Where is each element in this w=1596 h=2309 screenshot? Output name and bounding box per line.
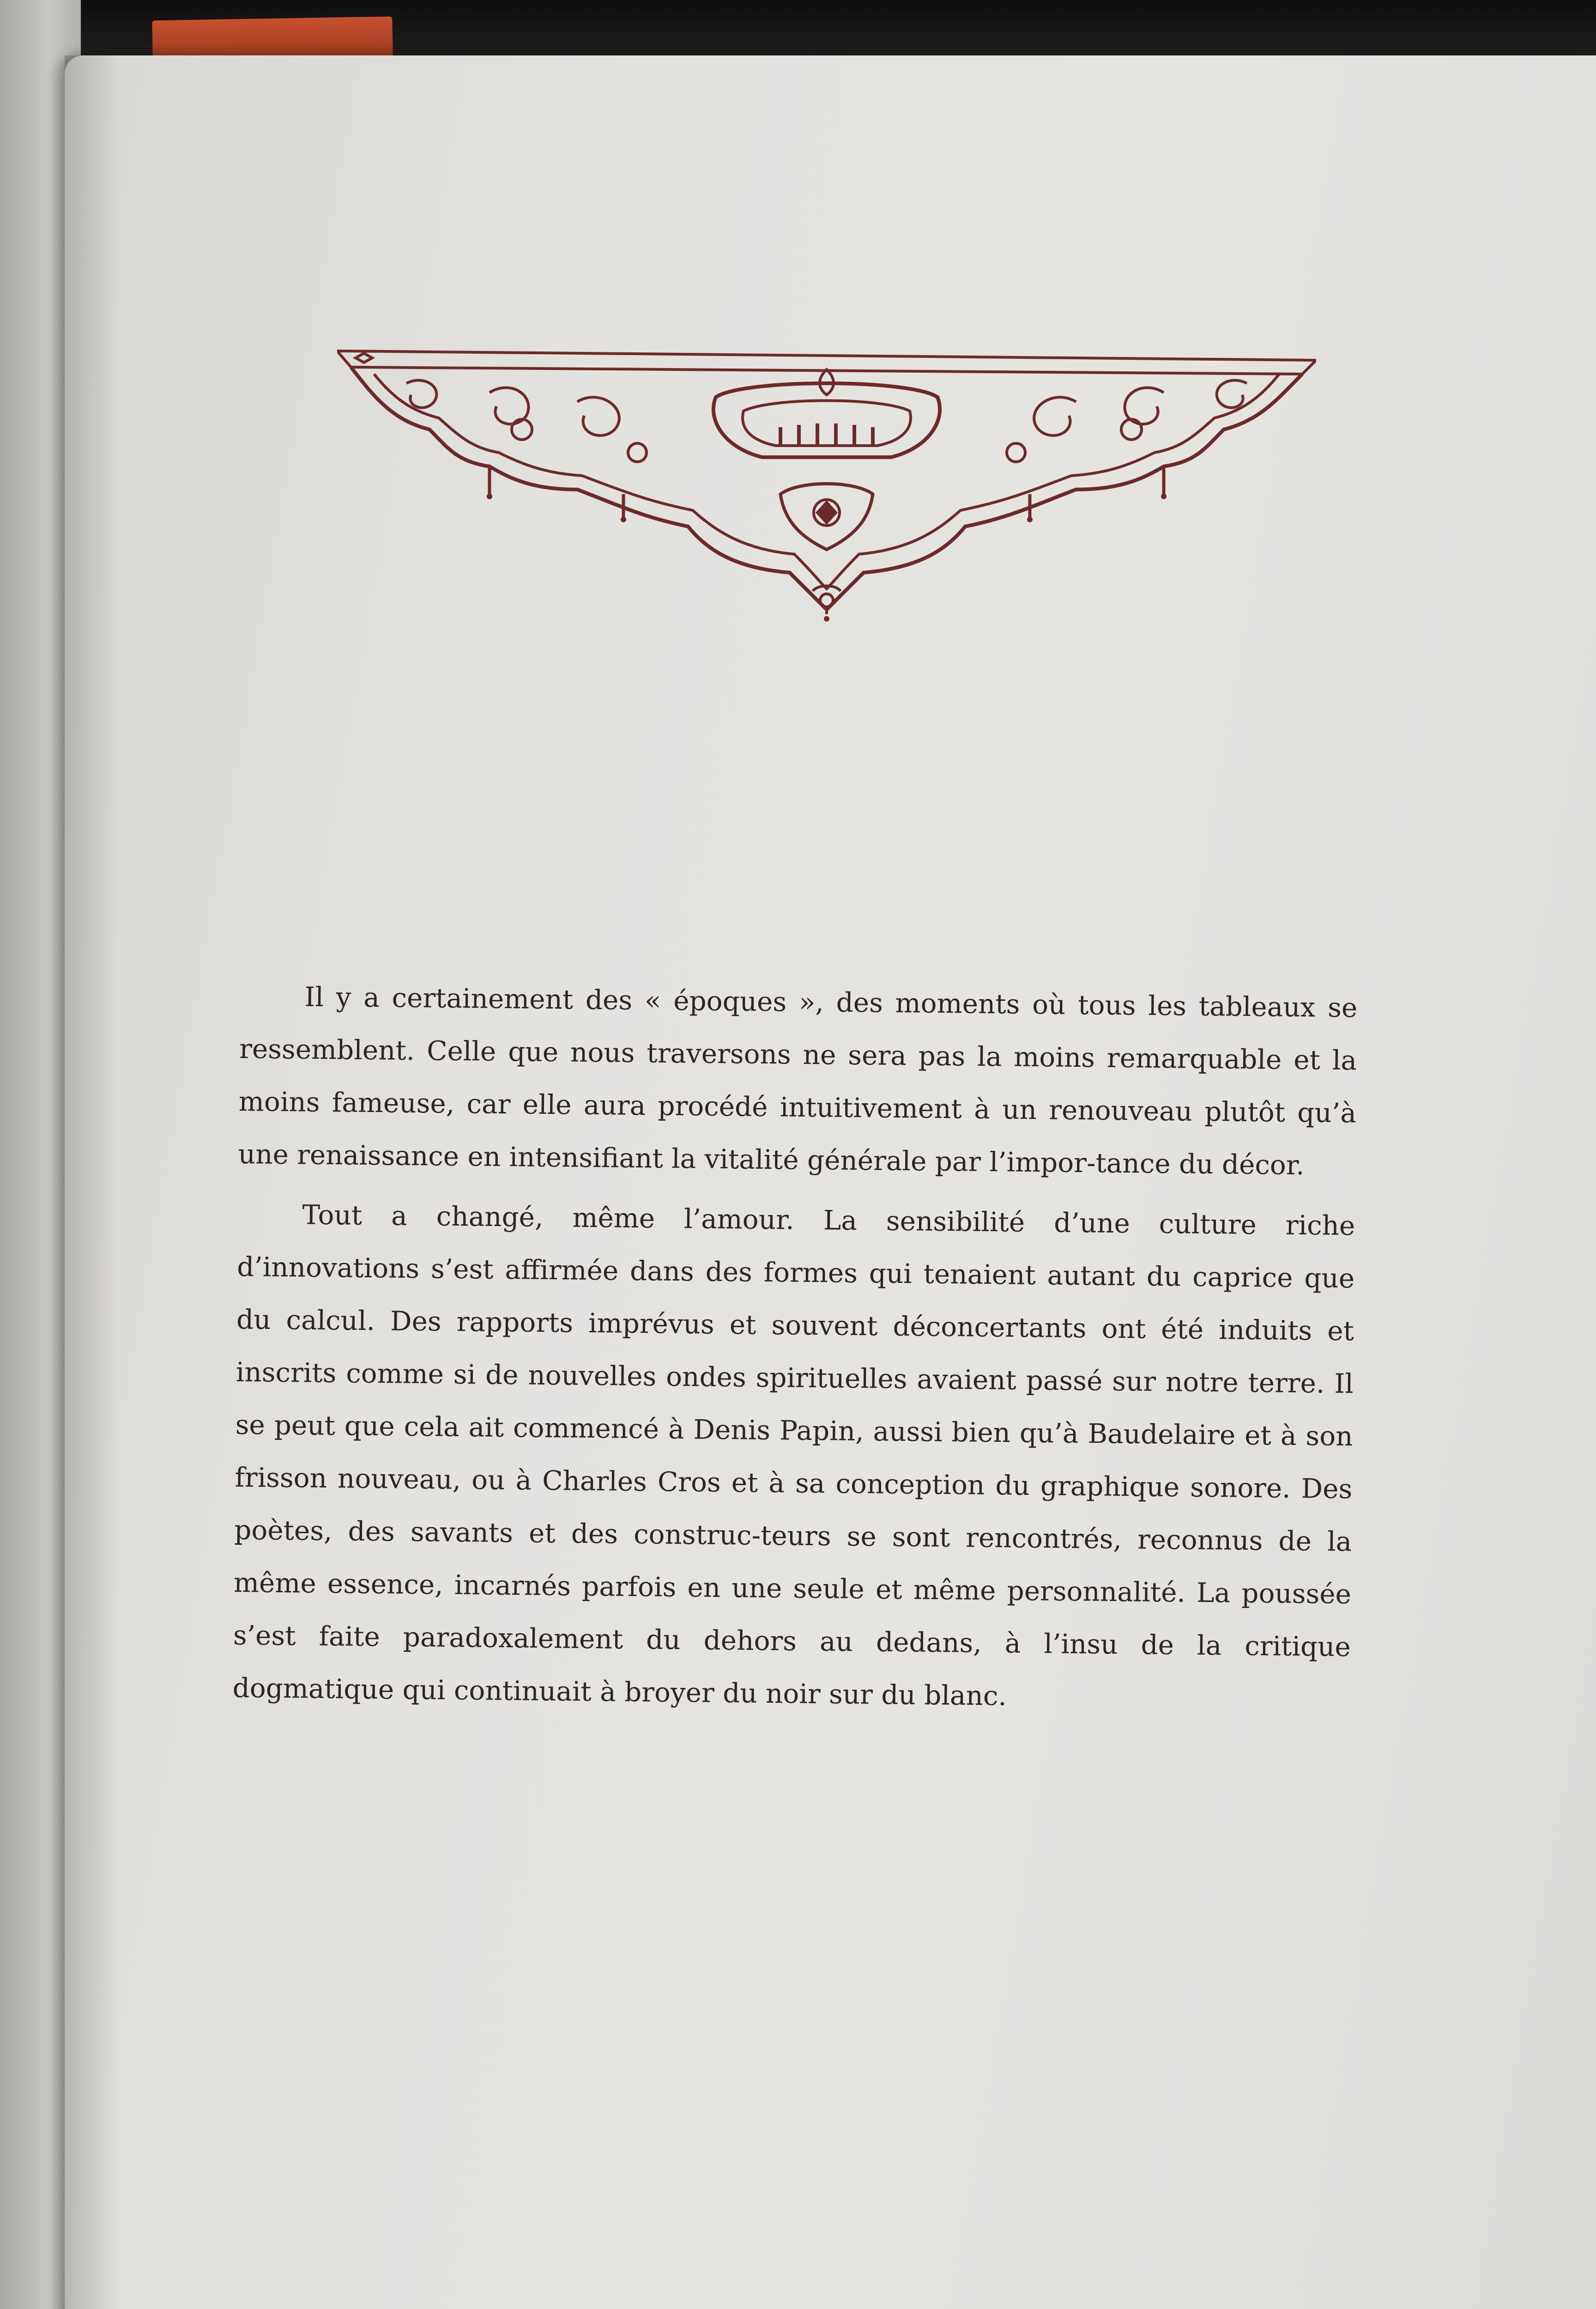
body-text (232, 970, 1358, 1733)
page-gutter-shadow (65, 55, 120, 2309)
arabesque-headpiece-icon (337, 342, 1316, 628)
paragraph-2: Tout a changé, même l’amour. La sensibilité d’une culture riche d’innovations s’est affirmée dans des formes qui tenaient autant du caprice que du calcul. Des rapports imprévus et souvent déconcertants ont été induits et inscrits comme si de nouvelles ondes spirituelles avaient passé sur notre terre. Il se peut que cela ait commencé à Denis Papin, aussi bien qu’à Baudelaire et à son frisson nouveau, ou à Charles Cros et à sa conception du graphique sonore. Des poètes, des savants et des construc-teurs se sont rencontrés, reconnus de la même essence, incarnés parfois en une seule et même personnalité. La poussée s’est faite paradoxalement du dehors au dedans, à l’insu de la critique dogmatique qui continuait à broyer du noir sur du blanc. (232, 1199, 1355, 1712)
paragraph-1: Il y a certainement des « époques », des moments où tous les tableaux se ressemblent. Celle que nous traversons ne sera pas la moins remarquable et la moins fameuse, car elle aura procédé intuitivement à un renouveau plutôt qu’à une renaissance en intensifiant la vitalité générale par l’impor-tance du décor. (238, 981, 1358, 1181)
